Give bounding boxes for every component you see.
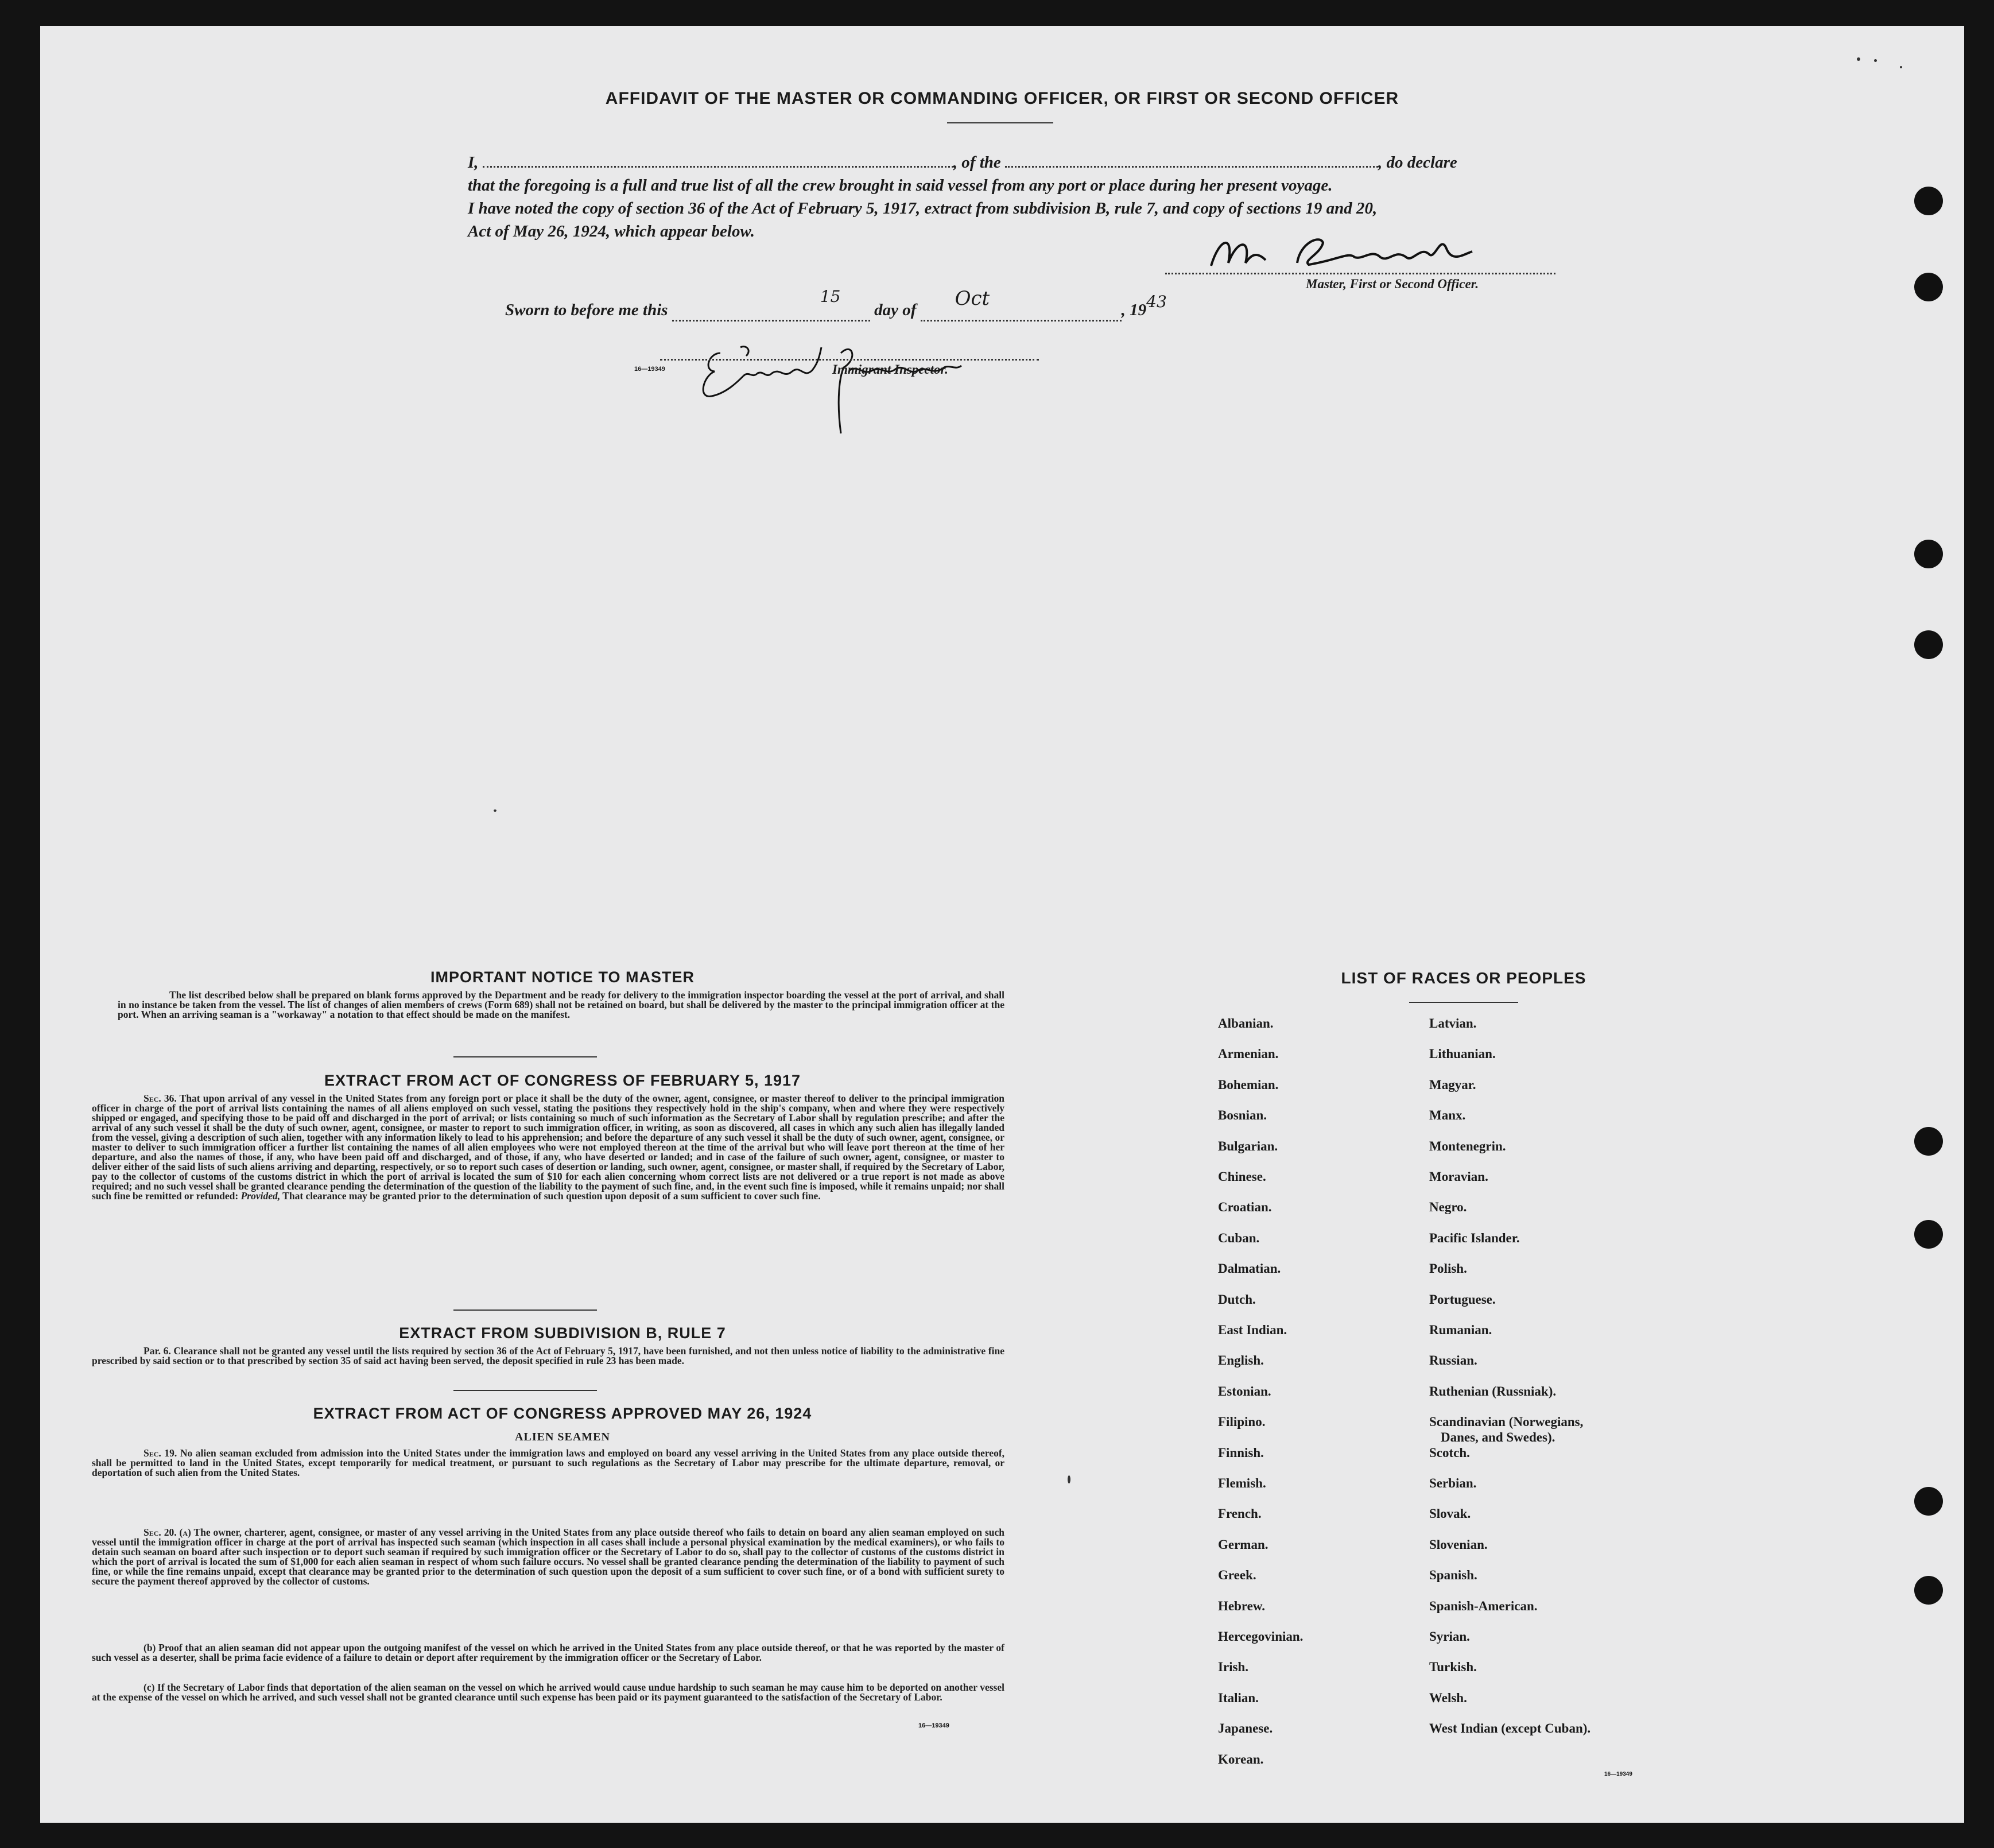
race-item: Montenegrin.: [1429, 1138, 1506, 1153]
race-item: Hebrew.: [1218, 1598, 1265, 1613]
binder-hole: [1914, 1487, 1943, 1516]
extract-rule7-divider: [453, 1390, 597, 1391]
binder-hole: [1914, 630, 1943, 659]
race-item: Slovenian.: [1429, 1537, 1488, 1552]
race-item: Armenian.: [1218, 1047, 1279, 1061]
race-item: Irish.: [1218, 1660, 1249, 1675]
race-item: Chinese.: [1218, 1169, 1266, 1184]
extract-1917-title: EXTRACT FROM ACT OF CONGRESS OF FEBRUARY 5, 1917: [324, 1072, 801, 1089]
race-item: East Indian.: [1218, 1323, 1287, 1337]
race-item: Filipino.: [1218, 1415, 1266, 1429]
master-signature-stroke: [1165, 231, 1533, 274]
binder-hole: [1914, 540, 1943, 568]
race-item: Rumanian.: [1429, 1323, 1492, 1337]
race-item: Scandinavian (Norwegians,: [1429, 1415, 1584, 1429]
sworn-year-field[interactable]: 43: [1146, 292, 1167, 311]
extract-1924-subtitle: ALIEN SEAMEN: [515, 1431, 610, 1443]
race-item: Bohemian.: [1218, 1077, 1279, 1092]
race-item: Spanish.: [1429, 1568, 1477, 1583]
extract-1924-title: EXTRACT FROM ACT OF CONGRESS APPROVED MAY 26, 1924: [313, 1405, 812, 1422]
declaration-line-1: I, , of the , do declare: [468, 153, 1457, 172]
race-item: Ruthenian (Russniak).: [1429, 1384, 1557, 1398]
race-item: Magyar.: [1429, 1077, 1476, 1092]
master-signature-line: [1165, 273, 1555, 274]
inspector-signature-stroke: [686, 336, 984, 439]
race-item: Spanish-American.: [1429, 1598, 1538, 1613]
extract-1924-sec20a: Sec. 20. (a) The owner, charterer, agent, consignee, or master of any vessel arriving in the United States from any place outside thereof who fails to detain on board any alien seaman employed on such vessel until the immigration officer in charge at the port of arrival has inspected such seaman (which inspection in all cases shall include a personal physical examination by the medical examiners), or who fails to detain such seaman on board after such inspection or to deport such seaman if required by such immigration officer or the Secretary of Labor to do so, shall pay to the collector of customs of the customs district in which the port of arrival is located the sum of $1,000 for each alien seaman in respect of whom such failure occurs. No vessel shall be granted clearance pending the determination of the liability to payment of such fine, or while the fine remains unpaid, except that clearance may be granted prior to the determination of such question upon the deposit of a sum sufficient to cover such fine, or of a bond with sufficient surety to secure the payment thereof approved by the collector of customs.: [92, 1527, 1004, 1587]
race-item: Cuban.: [1218, 1230, 1260, 1245]
race-item: Welsh.: [1429, 1690, 1467, 1705]
declaration-line-3: I have noted the copy of section 36 of the Act of February 5, 1917, extract from subdivision B, rule 7, and copy of sections 19 and 20,: [468, 199, 1378, 218]
extract-rule7-title: EXTRACT FROM SUBDIVISION B, RULE 7: [399, 1324, 726, 1342]
race-item: French.: [1218, 1506, 1262, 1521]
extract-rule7-text: Par. 6. Clearance shall not be granted any vessel until the lists required by section 36 of the Act of February 5, 1917, have been furnished, and not then unless notice of liability to the administrative fine prescribed by said section or to that prescribed by section 35 of said act having been served, the deposit specified in rule 23 has been made.: [92, 1345, 1004, 1366]
binder-hole: [1914, 1220, 1943, 1249]
race-item: Pacific Islander.: [1429, 1230, 1520, 1245]
inspector-caption: Immigrant Inspector.: [832, 362, 948, 377]
master-caption: Master, First or Second Officer.: [1306, 277, 1479, 291]
race-item: Albanian.: [1218, 1016, 1274, 1030]
race-item: Latvian.: [1429, 1016, 1477, 1030]
race-item: Korean.: [1218, 1752, 1264, 1766]
race-item: Danes, and Swedes).: [1441, 1430, 1555, 1445]
form-number: 16—19349: [634, 366, 665, 373]
race-item: Italian.: [1218, 1690, 1259, 1705]
race-item: Serbian.: [1429, 1476, 1477, 1490]
race-item: Croatian.: [1218, 1200, 1272, 1215]
declaration-line-2: that the foregoing is a full and true list of all the crew brought in said vessel from any port or place during her present voyage.: [468, 176, 1333, 195]
race-item: Hercegovinian.: [1218, 1629, 1304, 1644]
race-item: Scotch.: [1429, 1445, 1470, 1460]
race-item: English.: [1218, 1353, 1264, 1368]
sworn-day-field[interactable]: 15: [672, 301, 870, 321]
notice-title: IMPORTANT NOTICE TO MASTER: [430, 968, 695, 986]
race-item: Flemish.: [1218, 1476, 1266, 1490]
binder-hole: [1914, 1127, 1943, 1156]
declarant-name-field[interactable]: [483, 166, 953, 168]
race-item: Slovak.: [1429, 1506, 1471, 1521]
races-title: LIST OF RACES OR PEOPLES: [1341, 969, 1586, 987]
inspector-signature-line: [660, 359, 1039, 361]
notice-text: The list described below shall be prepared on blank forms approved by the Department and be ready for delivery to the immigration inspector boarding the vessel at the port of arrival, and shall in no instance be taken from the vessel. The list of changes of alien members of crews (Form 689) shall not be retained on board, but shall be delivered by the master to the principal immigration officer at the port. When an arriving seaman is a "workaway" a notation to that effect should be made on the manifest.: [118, 989, 1004, 1020]
race-item: Turkish.: [1429, 1660, 1477, 1675]
binder-hole: [1914, 187, 1943, 215]
master-signature: [1165, 231, 1533, 266]
document-sheet: [40, 26, 1964, 1823]
race-item: Manx.: [1429, 1108, 1466, 1123]
affidavit-title: AFFIDAVIT OF THE MASTER OR COMMANDING OFFICER, OR FIRST OR SECOND OFFICER: [605, 89, 1399, 108]
extract-1924-sec20b: (b) Proof that an alien seaman did not appear upon the outgoing manifest of the vessel on which he arrived in the United States from any place outside thereof, or that he was reported by the master of such vessel as a deserter, shall be prima facie evidence of a failure to detain or deport after requirement by the immigration officer or the Secretary of Labor.: [92, 1642, 1004, 1663]
declaration-line-4: Act of May 26, 1924, which appear below.: [468, 222, 755, 241]
binder-hole: [1914, 273, 1943, 301]
race-item: Greek.: [1218, 1568, 1256, 1583]
race-item: Moravian.: [1429, 1169, 1488, 1184]
race-item: Bulgarian.: [1218, 1138, 1278, 1153]
form-number: 16—19349: [1604, 1771, 1632, 1777]
race-item: West Indian (except Cuban).: [1429, 1721, 1591, 1736]
race-item: Russian.: [1429, 1353, 1477, 1368]
notice-divider: [453, 1056, 597, 1057]
vessel-name-field[interactable]: [1005, 166, 1378, 168]
form-number: 16—19349: [918, 1722, 949, 1729]
binder-hole: [1914, 1576, 1943, 1605]
sworn-month-field[interactable]: Oct: [921, 301, 1122, 321]
race-item: Finnish.: [1218, 1445, 1264, 1460]
race-item: German.: [1218, 1537, 1268, 1552]
race-item: Portuguese.: [1429, 1292, 1496, 1307]
race-item: Lithuanian.: [1429, 1047, 1496, 1061]
extract-1924-sec19: Sec. 19. No alien seaman excluded from admission into the United States under the immigration laws and employed on board any vessel arriving in the United States from any place outside thereof, shall be permitted to land in the United States, except temporarily for medical treatment, or pursuant to such regulations as the Secretary of Labor may prescribe for the ultimate departure, removal, or deportation of such alien from the United States.: [92, 1447, 1005, 1478]
race-item: Dalmatian.: [1218, 1261, 1281, 1276]
title-divider: [947, 122, 1053, 123]
inspector-signature: [686, 336, 984, 439]
race-item: Dutch.: [1218, 1292, 1256, 1307]
extract-1917-text: Sec. 36. That upon arrival of any vessel in the United States from any foreign port or place it shall be the duty of the owner, agent, consignee, or master thereof to deliver to the principal immigration officer in charge of the port of arrival lists containing the names of all aliens employed on such vessel, stating the positions they respectively hold in the ship's company, when and where they were respectively shipped or engaged, and specifying those to be paid off and discharged in the port of arrival; or lists containing so much of such information as the Secretary of Labor shall by regulation prescribe; and after the arrival of any such vessel it shall be the duty of such owner, agent, consignee, or master to report to such immigration officer, in writing, as soon as discovered, all cases in which any such alien has illegally landed from the vessel, giving a description of such alien, together with any information likely to lead to his apprehension; and before the departure of any such vessel it shall be the duty of such owner, agent, consignee, or master to deliver to such immigration officer a further list containing the names of all alien employees who were not employed thereon at the time of the arrival but who will leave port thereon at the time of her departure, and also the names of those, if any, who have been paid off and discharged, and of those, if any, who have deserted or landed; and in case of the failure of such owner, agent, consignee, or master to deliver either of the said lists of such aliens arriving and departing, respectively, or so to report such cases of desertion or landing, such owner, agent, consignee, or master shall, if required by the Secretary of Labor, pay to the collector of customs of the customs district in which the port of arrival is located the sum of $10 for each alien concerning whom correct lists are not delivered or a true report is not made as above required; and no such vessel shall be granted clearance pending the determination of the question of the liability to the payment of such fine, and, in the event such fine is imposed, while it remains unpaid; nor shall such fine be remitted or refunded: Provided, That clearance may be granted prior to the determination of such question upon deposit of a sum sufficient to cover such fine.: [92, 1092, 1005, 1202]
sworn-line: Sworn to before me this 15 day of Oct , 1943: [505, 300, 1167, 321]
race-item: Negro.: [1429, 1200, 1467, 1215]
race-item: Syrian.: [1429, 1629, 1470, 1644]
race-item: Estonian.: [1218, 1384, 1271, 1398]
race-item: Bosnian.: [1218, 1108, 1267, 1123]
extract-1924-sec20c: (c) If the Secretary of Labor finds that deportation of the alien seaman on the vessel on which he arrived would cause undue hardship to such seaman he may cause him to be deported on another vessel at the expense of the vessel on which he arrived, and such vessel shall not be granted clearance until such expense has been paid or its payment guaranteed to the satisfaction of the Secretary of Labor.: [92, 1682, 1004, 1703]
races-divider: [1409, 1002, 1518, 1003]
extract-1917-divider: [453, 1310, 597, 1311]
race-item: Polish.: [1429, 1261, 1467, 1276]
race-item: Japanese.: [1218, 1721, 1273, 1736]
